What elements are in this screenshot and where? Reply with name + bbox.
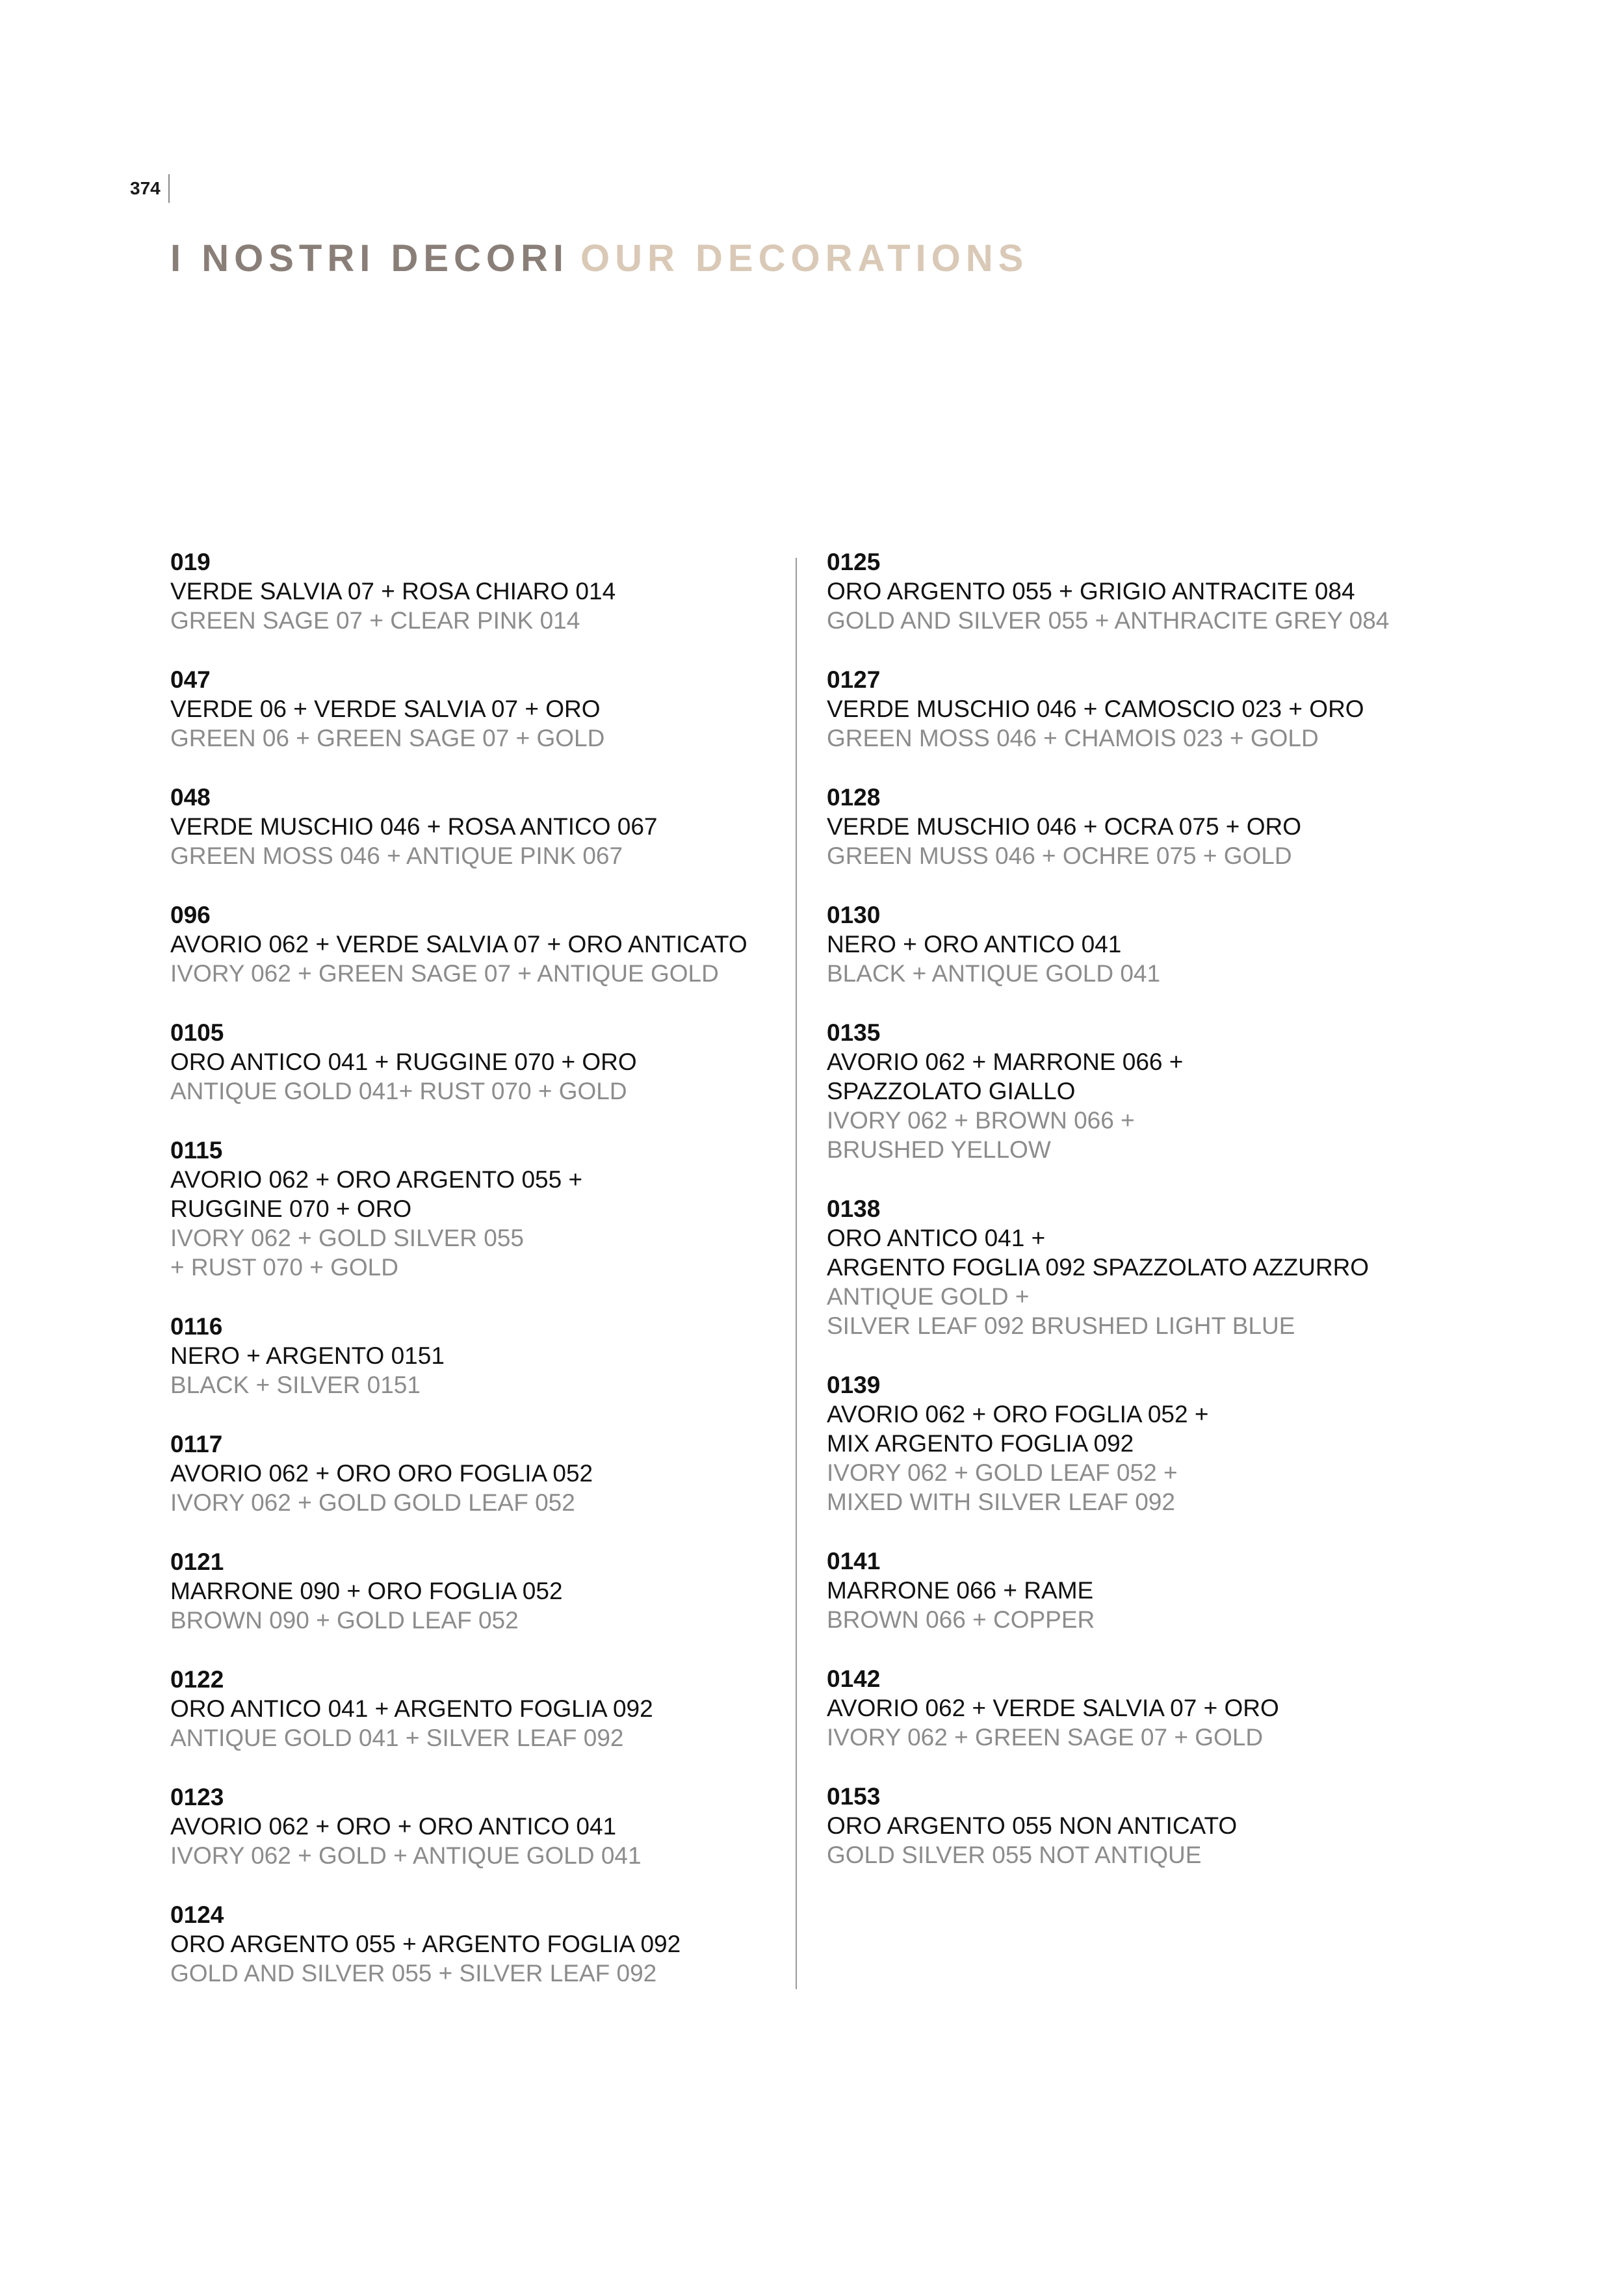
- title-english: OUR DECORATIONS: [580, 237, 1029, 280]
- decoration-code: 0135: [827, 1019, 881, 1046]
- decoration-name-english: IVORY 062 + GREEN SAGE 07 + GOLD: [827, 1724, 1264, 1751]
- decoration-code: 0116: [170, 1313, 223, 1340]
- decoration-name-english: ANTIQUE GOLD + SILVER LEAF 092 BRUSHED LIGHT BLUE: [827, 1283, 1295, 1339]
- decoration-name-english: IVORY 062 + BROWN 066 + BRUSHED YELLOW: [827, 1107, 1135, 1163]
- decoration-code: 0121: [170, 1548, 224, 1575]
- decoration-name-italian: AVORIO 062 + VERDE SALVIA 07 + ORO: [827, 1695, 1279, 1721]
- decoration-entry-0124: [170, 1900, 794, 1988]
- decoration-name-italian: AVORIO 062 + ORO ORO FOGLIA 052: [170, 1460, 593, 1487]
- decoration-entry-0128: [827, 783, 1509, 870]
- decoration-code: 0142: [827, 1665, 881, 1692]
- decoration-entry-0135: [827, 1018, 1509, 1164]
- decoration-name-english: GREEN MUSS 046 + OCHRE 075 + GOLD: [827, 842, 1292, 869]
- decoration-name-italian: AVORIO 062 + VERDE SALVIA 07 + ORO ANTICATO: [170, 931, 747, 958]
- page-number: 374: [130, 174, 170, 203]
- decoration-entry-0153: [827, 1782, 1509, 1870]
- decoration-name-english: ANTIQUE GOLD 041 + SILVER LEAF 092: [170, 1725, 624, 1751]
- decoration-name-english: ANTIQUE GOLD 041+ RUST 070 + GOLD: [170, 1078, 627, 1104]
- decoration-name-italian: MARRONE 090 + ORO FOGLIA 052: [170, 1578, 563, 1604]
- right-column: [827, 547, 1509, 1899]
- decoration-name-italian: ORO ARGENTO 055 + GRIGIO ANTRACITE 084: [827, 578, 1355, 605]
- decoration-code: 0141: [827, 1548, 881, 1574]
- decoration-name-english: IVORY 062 + GOLD GOLD LEAF 052: [170, 1489, 575, 1516]
- decoration-name-italian: ORO ANTICO 041 + ARGENTO FOGLIA 092 SPAZZOLATO AZZURRO: [827, 1225, 1370, 1281]
- decoration-code: 0153: [827, 1783, 881, 1810]
- decoration-name-italian: AVORIO 062 + ORO + ORO ANTICO 041: [170, 1813, 617, 1840]
- decoration-entry-048: [170, 783, 794, 870]
- decoration-name-english: BLACK + ANTIQUE GOLD 041: [827, 960, 1161, 987]
- decoration-name-italian: ORO ANTICO 041 + RUGGINE 070 + ORO: [170, 1049, 637, 1075]
- decoration-code: 0125: [827, 549, 881, 575]
- decoration-name-english: IVORY 062 + GOLD SILVER 055 + RUST 070 + GOLD: [170, 1225, 524, 1281]
- decoration-name-english: BLACK + SILVER 0151: [170, 1372, 421, 1398]
- decoration-entry-0139: [827, 1370, 1509, 1517]
- decoration-code: 0124: [170, 1901, 224, 1928]
- decoration-name-english: BROWN 066 + COPPER: [827, 1606, 1095, 1633]
- decoration-name-english: GOLD AND SILVER 055 + SILVER LEAF 092: [170, 1960, 657, 1987]
- decoration-name-italian: MARRONE 066 + RAME: [827, 1577, 1094, 1604]
- decoration-entry-096: [170, 900, 794, 988]
- decoration-entry-0116: [170, 1312, 794, 1400]
- decoration-entry-0115: [170, 1136, 794, 1282]
- decoration-name-italian: VERDE MUSCHIO 046 + CAMOSCIO 023 + ORO: [827, 696, 1364, 722]
- decoration-entry-0105: [170, 1018, 794, 1106]
- decoration-code: 0105: [170, 1019, 224, 1046]
- column-divider: [796, 558, 797, 1989]
- decoration-name-italian: NERO + ARGENTO 0151: [170, 1342, 445, 1369]
- decoration-name-english: GOLD AND SILVER 055 + ANTHRACITE GREY 084: [827, 607, 1390, 634]
- decoration-name-italian: VERDE MUSCHIO 046 + OCRA 075 + ORO: [827, 813, 1301, 840]
- decoration-code: 0139: [827, 1372, 881, 1398]
- decoration-code: 048: [170, 784, 211, 811]
- decoration-name-english: BROWN 090 + GOLD LEAF 052: [170, 1607, 519, 1634]
- decoration-entry-0141: [827, 1546, 1509, 1634]
- decoration-entry-0117: [170, 1429, 794, 1517]
- decoration-entry-0122: [170, 1665, 794, 1753]
- decoration-code: 0115: [170, 1137, 223, 1164]
- decoration-name-english: GOLD SILVER 055 NOT ANTIQUE: [827, 1842, 1202, 1868]
- decoration-code: 096: [170, 902, 211, 928]
- decoration-name-italian: ORO ARGENTO 055 NON ANTICATO: [827, 1812, 1238, 1839]
- decoration-entry-0121: [170, 1547, 794, 1635]
- left-column: [170, 547, 794, 2018]
- decoration-entry-0142: [827, 1664, 1509, 1752]
- decoration-code: 0122: [170, 1666, 224, 1693]
- decoration-code: 0128: [827, 784, 881, 811]
- decoration-entry-0138: [827, 1194, 1509, 1340]
- decoration-code: 019: [170, 549, 211, 575]
- decoration-name-english: IVORY 062 + GOLD + ANTIQUE GOLD 041: [170, 1842, 642, 1869]
- decoration-entry-0127: [827, 665, 1509, 753]
- decoration-name-italian: AVORIO 062 + ORO ARGENTO 055 + RUGGINE 070 + ORO: [170, 1166, 583, 1222]
- decoration-name-italian: NERO + ORO ANTICO 041: [827, 931, 1122, 958]
- decoration-name-english: GREEN MOSS 046 + CHAMOIS 023 + GOLD: [827, 725, 1319, 751]
- decoration-code: 047: [170, 666, 211, 693]
- page-title: [170, 237, 1028, 280]
- decoration-entry-0130: [827, 900, 1509, 988]
- decoration-name-english: IVORY 062 + GREEN SAGE 07 + ANTIQUE GOLD: [170, 960, 719, 987]
- decoration-name-english: GREEN MOSS 046 + ANTIQUE PINK 067: [170, 842, 623, 869]
- decoration-name-italian: VERDE 06 + VERDE SALVIA 07 + ORO: [170, 696, 601, 722]
- decoration-entry-0125: [827, 547, 1509, 635]
- decoration-code: 0117: [170, 1431, 223, 1457]
- decoration-name-italian: VERDE MUSCHIO 046 + ROSA ANTICO 067: [170, 813, 658, 840]
- decoration-entry-0123: [170, 1782, 794, 1870]
- decoration-name-italian: ORO ARGENTO 055 + ARGENTO FOGLIA 092: [170, 1931, 681, 1957]
- decoration-name-english: IVORY 062 + GOLD LEAF 052 + MIXED WITH SILVER LEAF 092: [827, 1459, 1178, 1515]
- decoration-name-english: GREEN 06 + GREEN SAGE 07 + GOLD: [170, 725, 605, 751]
- decoration-name-italian: AVORIO 062 + ORO FOGLIA 052 + MIX ARGENTO FOGLIA 092: [827, 1401, 1209, 1457]
- decoration-code: 0138: [827, 1195, 881, 1222]
- decoration-name-italian: ORO ANTICO 041 + ARGENTO FOGLIA 092: [170, 1695, 653, 1722]
- decoration-entry-047: [170, 665, 794, 753]
- decoration-code: 0123: [170, 1784, 224, 1810]
- decoration-code: 0130: [827, 902, 881, 928]
- title-italian: I NOSTRI DECORI: [170, 237, 569, 280]
- decoration-name-italian: AVORIO 062 + MARRONE 066 + SPAZZOLATO GIALLO: [827, 1049, 1184, 1104]
- decoration-name-italian: VERDE SALVIA 07 + ROSA CHIARO 014: [170, 578, 616, 605]
- decoration-name-english: GREEN SAGE 07 + CLEAR PINK 014: [170, 607, 580, 634]
- decoration-code: 0127: [827, 666, 881, 693]
- decoration-entry-019: [170, 547, 794, 635]
